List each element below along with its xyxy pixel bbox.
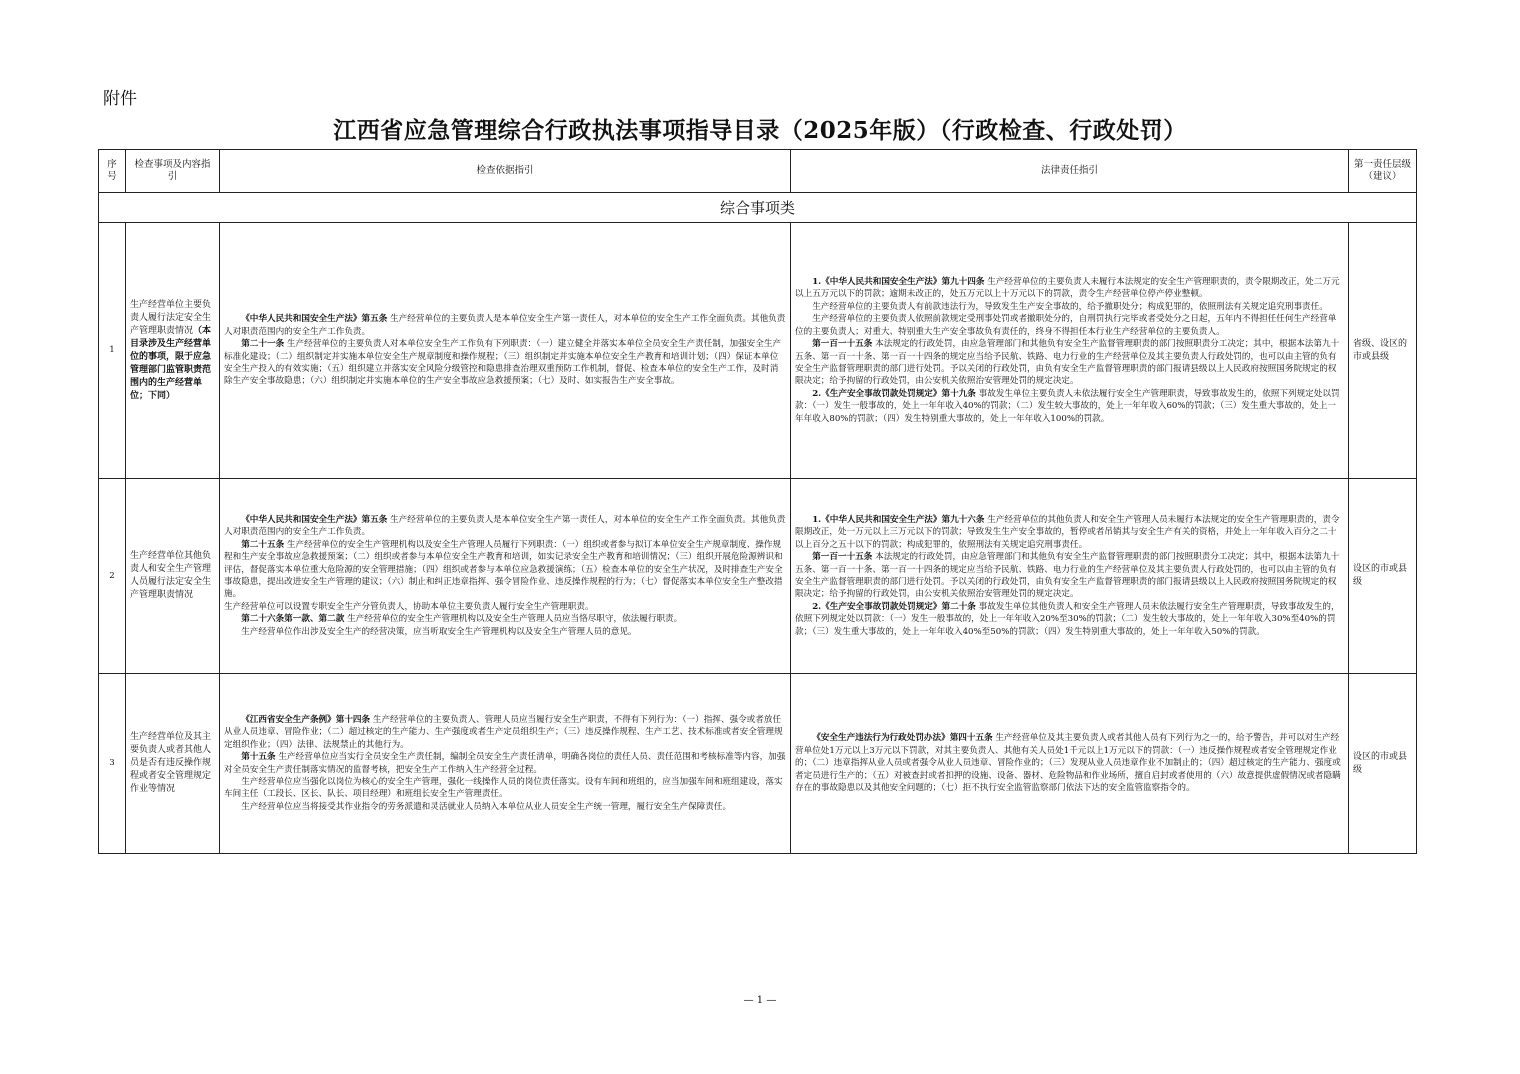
col-header-item: 检查事项及内容指引 (126, 150, 220, 193)
clause-paragraph (224, 751, 786, 776)
clause-paragraph (224, 613, 786, 625)
clause-paragraph (795, 338, 1344, 388)
row-basis (220, 674, 791, 854)
clause-paragraph (224, 714, 786, 751)
row-item-note: （本目录涉及生产经营单位的事项，限于应急管理部门监管职责范围内的生产经营单位；下同） (130, 325, 212, 401)
row-liability (791, 674, 1349, 854)
row-item-text: 生产经营单位其他负责人和安全生产管理人员履行法定安全生产管理职责情况 (130, 551, 212, 600)
clause-text: 本法规定的行政处罚，由应急管理部门和其他负有安全生产监督管理职责的部门按照职责分工决定；其中，根据本法第九十五条、第一百一十条、第一百一十四条的规定应当给予民航、铁路、电力行业的生产经营单位及其主要负责人行政处罚的，也可以由主管的负有安全生产监督管理职责的部门进行处罚。予以关闭的行政处罚，由负有安全生产监督管理职责的部门报请县级以上人民政府按照国务院规定的权限决定；给予拘留的行政处罚，由公安机关依照治安管理处罚的规定决定。 (795, 552, 1340, 600)
clause-citation: 《江西省安全生产条例》第十四条 (241, 714, 371, 725)
clause-citation: 《中华人民共和国安全生产法》第五条 (241, 514, 388, 525)
clause-paragraph (224, 338, 786, 388)
clause-paragraph (795, 551, 1344, 601)
clause-text: 生产经营单位的主要负责人对本单位安全生产工作负有下列职责：（一）建立健全并落实本单位全员安全生产责任制，加强安全生产标准化建设；（二）组织制定并实施本单位安全生产规章制度和操作规程；（三）组织制定并实施本单位安全生产教育和培训计划；（四）保证本单位安全生产投入的有效实施；（五）组织建立并落实安全风险分级管控和隐患排查治理双重预防工作机制，督促、检查本单位的安全生产工作，及时消除生产安全事故隐患；（六）组织制定并实施本单位的生产安全事故应急救援预案；（七）及时、如实报告生产安全事故。 (224, 339, 782, 387)
clause-citation: 《中华人民共和国安全生产法》第五条 (241, 314, 388, 325)
clause-text: 生产经营单位及其主要负责人或者其他人员有下列行为之一的，给予警告，并可以对生产经营单位处1万元以上3万元以下罚款，对其主要负责人、其他有关人员处1千元以上1万元以下的罚款：（一）违反操作规程或者安全管理规定作业的；（二）违章指挥从业人员或者强令从业人员违章、冒险作业的；（三）发现从业人员违章作业不加制止的；（四）超过核定的生产能力、强度或者定员进行生产的；（五）对被查封或者扣押的设施、设备、器材、危险物品和作业场所，擅自启封或者使用的（六）故意提供虚假情况或者隐瞒存在的事故隐患以及其他安全问题的；（七）拒不执行安全监管监察部门依法下达的安全监管监察指令的。 (795, 733, 1341, 794)
table-row (99, 674, 1417, 854)
clause-text: 生产经营单位的主要负责人是本单位安全生产第一责任人，对本单位的安全生产工作全面负责。其他负责人对职责范围内的安全生产工作负责。 (224, 514, 786, 538)
clause-text: 生产经营单位的安全生产管理机构以及安全生产管理人员应当恪尽职守，依法履行职责。 (347, 614, 683, 625)
clause-text: 生产经营单位的安全生产管理机构以及安全生产管理人员履行下列职责：（一）组织或者参与拟订本单位安全生产规章制度、操作规程和生产安全事故应急救援预案；（二）组织或者参与本单位安全生产教育和培训，如实记录安全生产教育和培训情况；（三）组织开展危险源辨识和评估，督促落实本单位重大危险源的安全管理措施；（四）组织或者参与本单位应急救援演练；（五）检查本单位的安全生产状况，及时排查生产安全事故隐患，提出改进安全生产管理的建议；（六）制止和纠正违章指挥、强令冒险作业、违反操作规程的行为；（七）督促落实本单位安全生产整改措施。 (224, 539, 783, 600)
row-item (126, 223, 220, 479)
clause-paragraph (224, 776, 786, 801)
clause-paragraph (224, 626, 786, 638)
clause-text: 生产经营单位应当将接受其作业指令的劳务派遣和灵活就业人员纳入本单位从业人员安全生产统一管理，履行安全生产保障责任。 (241, 801, 732, 812)
clause-text: 事故发生单位主要负责人未依法履行安全生产管理职责，导致事故发生的，依照下列规定处以罚款：（一）发生一般事故的，处上一年年收入40%的罚款；（二）发生较大事故的，处上一年年收入60%的罚款；（三）发生重大事故的，处上一年年收入80%的罚款；（四）发生特别重大事故的，处上一年年收入100%的罚款。 (795, 388, 1340, 424)
row-liability (791, 223, 1349, 479)
clause-paragraph (224, 514, 786, 539)
section-title: 综合事项类 (99, 193, 1417, 223)
clause-text: 生产经营单位作出涉及安全生产的经营决策，应当听取安全生产管理机构以及安全生产管理人员的意见。 (241, 626, 637, 637)
clause-text: 生产经营单位应当强化以岗位为核心的安全生产管理，强化一线操作人员的岗位责任落实。设有车间和班组的，应当加强车间和班组建设，落实车间主任（工段长、区长、队长、项目经理）和班组长安全生产管理责任。 (224, 776, 783, 800)
row-number: 3 (99, 674, 126, 854)
clause-paragraph (795, 732, 1344, 794)
clause-citation: 《安全生产违法行为行政处罚办法》第四十五条 (812, 733, 993, 744)
clause-paragraph (795, 388, 1344, 425)
clause-paragraph (795, 514, 1344, 551)
clause-text: 生产经营单位的主要负责人是本单位安全生产第一责任人，对本单位的安全生产工作全面负责。其他负责人对职责范围内的安全生产工作负责。 (224, 314, 786, 337)
clause-citation: 2.《生产安全事故罚款处罚规定》第十九条 (812, 388, 976, 399)
clause-paragraph (795, 301, 1344, 313)
clause-text: 事故发生单位其他负责人和安全生产管理人员未依法履行安全生产管理职责，导致事故发生的，依照下列规定处以罚款：（一）发生一般事故的，处上一年年收入20%至30%的罚款；（二）发生较大事故的，处上一年年收入30%至40%的罚款；（三）发生重大事故的，处上一年年收入40%至50%的罚款；（四）发生特别重大事故的，处上一年年收入50%的罚款。 (795, 601, 1340, 637)
row-basis (220, 223, 791, 479)
clause-paragraph (795, 601, 1344, 638)
row-level: 设区的市或县级 (1349, 479, 1417, 674)
row-number: 2 (99, 479, 126, 674)
col-header-basis: 检查依据指引 (220, 150, 791, 193)
clause-citation: 1.《中华人民共和国安全生产法》第九十六条 (812, 514, 985, 525)
clause-paragraph (224, 601, 786, 613)
clause-citation: 第一百一十五条 (812, 552, 873, 563)
clause-citation: 第十五条 (241, 752, 276, 763)
clause-text: 生产经营单位的主要负责人有前款违法行为，导致发生生产安全事故的，给予撤职处分；构成犯罪的，依照刑法有关规定追究刑事责任。 (812, 301, 1328, 312)
col-header-no: 序号 (99, 150, 126, 193)
attachment-label: 附件 (103, 89, 137, 109)
clause-citation: 第一百一十五条 (812, 339, 873, 350)
clause-paragraph (795, 276, 1344, 301)
clause-text: 生产经营单位可以设置专职安全生产分管负责人，协助本单位主要负责人履行安全生产管理职责。 (224, 601, 594, 612)
clause-citation: 第二十一条 (241, 339, 285, 350)
col-header-level: 第一责任层级（建议） (1349, 150, 1417, 193)
clause-text: 生产经营单位的主要负责人、管理人员应当履行安全生产职责，不得有下列行为：（一）指挥、强令或者放任从业人员违章、冒险作业；（二）超过核定的生产能力、生产强度或者生产定员组织生产；（三）违反操作规程、生产工艺、技术标准或者安全管理规定组织作业；（四）法律、法规禁止的其他行为。 (224, 714, 783, 750)
row-level: 省级、设区的市或县级 (1349, 223, 1417, 479)
row-basis (220, 479, 791, 674)
page-title: 江西省应急管理综合行政执法事项指导目录（2025年版）（行政检查、行政处罚） (333, 117, 1187, 144)
row-item-text: 生产经营单位主要负责人履行法定安全生产管理职责情况 (130, 299, 212, 336)
clause-text: 生产经营单位的主要负责人未履行本法规定的安全生产管理职责的，责令限期改正，处二万元以上五万元以下的罚款；逾期未改正的，处五万元以上十万元以下的罚款，责令生产经营单位停产停业整顿。 (795, 277, 1340, 300)
row-liability (791, 479, 1349, 674)
page-number: — 1 — (743, 995, 777, 1006)
row-number: 1 (99, 223, 126, 479)
clause-paragraph (224, 313, 786, 338)
clause-text: 生产经营单位的其他负责人和安全生产管理人员未履行本法规定的安全生产管理职责的，责令限期改正，处一万元以上三万元以下的罚款；导致发生生产安全事故的，暂停或者吊销其与安全生产有关的资格，并处上一年年收入百分之二十以上百分之五十以下的罚款；构成犯罪的，依照刑法有关规定追究刑事责任。 (795, 514, 1340, 550)
row-level: 设区的市或县级 (1349, 674, 1417, 854)
clause-citation: 2.《生产安全事故罚款处罚规定》第二十条 (812, 601, 976, 612)
clause-paragraph (224, 539, 786, 601)
clause-citation: 1.《中华人民共和国安全生产法》第九十四条 (812, 277, 985, 288)
clause-text: 本法规定的行政处罚，由应急管理部门和其他负有安全生产监督管理职责的部门按照职责分工决定；其中，根据本法第九十五条、第一百一十条、第一百一十四条的规定应当给予民航、铁路、电力行业的生产经营单位及其主要负责人行政处罚的，也可以由主管的负有安全生产监督管理职责的部门进行处罚。予以关闭的行政处罚，由负有安全生产监督管理职责的部门报请县级以上人民政府按照国务院规定的权限决定；给予拘留的行政处罚，由公安机关依照治安管理处罚的规定决定。 (795, 339, 1340, 387)
clause-citation: 第二十六条第一款、第二款 (241, 614, 345, 625)
table-row (99, 223, 1417, 479)
clause-paragraph (224, 801, 786, 813)
table-row (99, 479, 1417, 674)
row-item (126, 479, 220, 674)
col-header-liability: 法律责任指引 (791, 150, 1349, 193)
clause-text: 生产经营单位的主要负责人依照前款规定受刑事处罚或者撤职处分的，自刑罚执行完毕或者受处分之日起，五年内不得担任任何生产经营单位的主要负责人；对重大、特别重大生产安全事故负有责任的，终身不得担任本行业生产经营单位的主要负责人。 (795, 314, 1337, 337)
row-item (126, 674, 220, 854)
clause-paragraph (795, 313, 1344, 338)
clause-citation: 第二十五条 (241, 539, 285, 550)
clause-text: 生产经营单位应当实行全员安全生产责任制，编制全员安全生产责任清单，明确各岗位的责任人员、责任范围和考核标准等内容，加强对全员安全生产责任制落实情况的监督考核，把安全生产工作纳入生产经营全过程。 (224, 752, 786, 775)
catalog-table (98, 149, 1417, 854)
row-item-text: 生产经营单位及其主要负责人或者其他人员是否有违反操作规程或者安全管理规定作业等情况 (130, 732, 212, 794)
